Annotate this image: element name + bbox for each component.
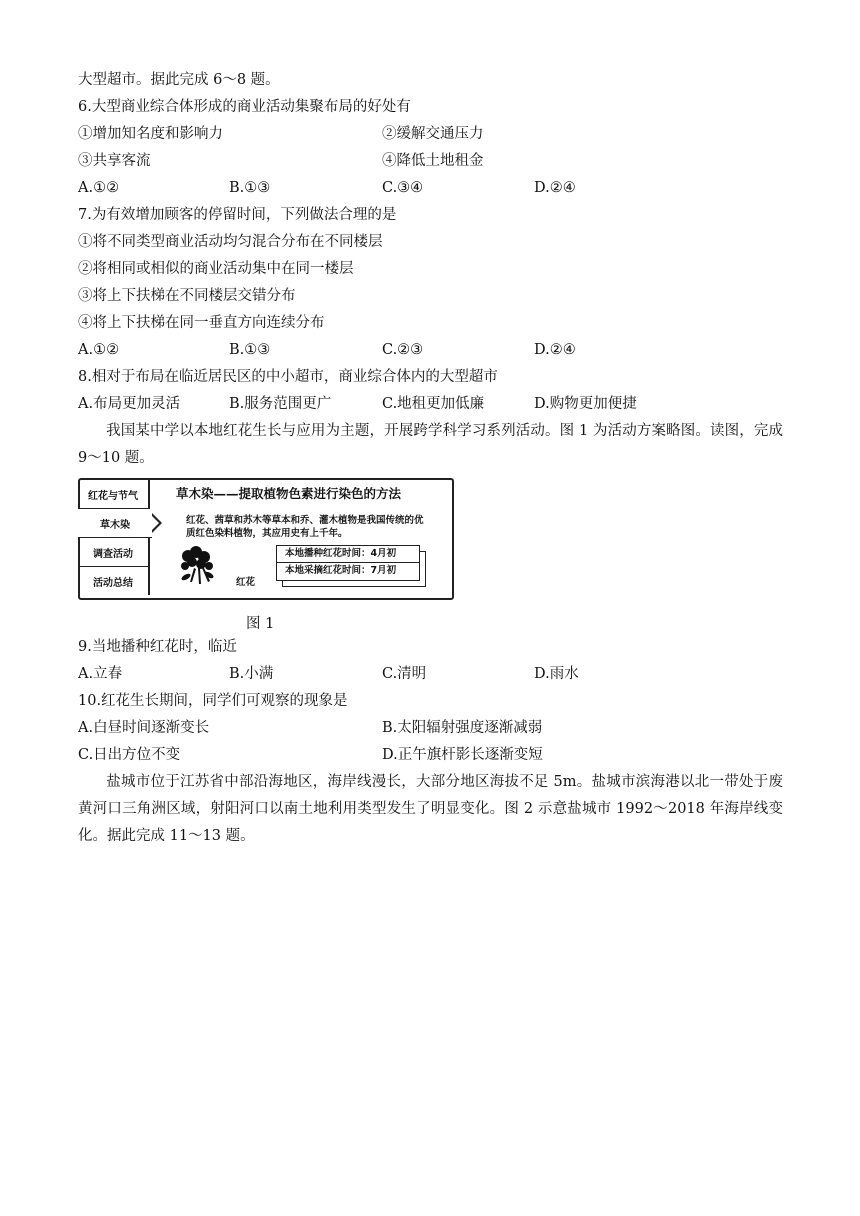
- figure-info-box: [276, 545, 420, 581]
- q6-option-2: ②缓解交通压力: [382, 126, 484, 142]
- intro-continuation: 大型超市。据此完成 6～8 题。: [78, 72, 280, 88]
- figure-tab-2-active: 草木染: [78, 509, 152, 538]
- q7-choice-b: B.①③: [229, 342, 271, 358]
- sowing-time-row: 本地播种红花时间：4月初: [285, 548, 397, 559]
- q7-choice-d: D.②④: [534, 342, 576, 358]
- figure-tab-4: 活动总结: [78, 567, 150, 595]
- q6-choice-b: B.①③: [229, 180, 271, 196]
- figure-1-caption: 图 1: [246, 616, 275, 632]
- q6-option-3: ③共享客流: [78, 153, 151, 169]
- question-6: 6.大型商业综合体形成的商业活动集聚布局的好处有: [78, 99, 411, 115]
- question-10: 10.红花生长期间，同学们可观察的现象是: [78, 693, 348, 709]
- figure-description: 红花、茜草和苏木等草本和乔、灌木植物是我国传统的优质红色染料植物，其应用史有上千年。: [186, 515, 424, 539]
- q9-choice-d: D.雨水: [534, 666, 579, 682]
- figure-tab-3: 调查活动: [78, 538, 150, 567]
- q7-choice-c: C.②③: [382, 342, 424, 358]
- q10-choice-d: D.正午旗杆影长逐渐变短: [382, 747, 543, 763]
- q9-choice-c: C.清明: [382, 666, 427, 682]
- intro-paragraph-figure-1: [78, 418, 783, 472]
- safflower-icon: [176, 544, 220, 586]
- question-9: 9.当地播种红花时，临近: [78, 639, 237, 655]
- q7-option-1: ①将不同类型商业活动均匀混合分布在不同楼层: [78, 234, 383, 250]
- q8-choice-d: D.购物更加便捷: [534, 396, 637, 412]
- figure-title: 草木染——提取植物色素进行染色的方法: [176, 486, 402, 501]
- q6-option-1: ①增加知名度和影响力: [78, 126, 223, 142]
- intro-paragraph-2-text: 盐城市位于江苏省中部沿海地区，海岸线漫长，大部分地区海拔不足 5m。盐城市滨海港以北一带处于废黄河口三角洲区域，射阳河口以南土地利用类型发生了明显变化。图 2 示意盐城市 1992～2018 年海岸线变化。据此完成 11～13 题。: [78, 774, 783, 844]
- q7-choice-a: A.①②: [78, 342, 120, 358]
- q10-choice-c: C.日出方位不变: [78, 747, 181, 763]
- q6-choice-a: A.①②: [78, 180, 120, 196]
- q6-choice-d: D.②④: [534, 180, 576, 196]
- figure-tabs: [78, 478, 150, 596]
- figure-tab-1: 红花与节气: [78, 480, 150, 509]
- q6-choice-c: C.③④: [382, 180, 424, 196]
- q6-option-4: ④降低土地租金: [382, 153, 484, 169]
- q8-choice-b: B.服务范围更广: [229, 396, 332, 412]
- question-8: 8.相对于布局在临近居民区的中小超市，商业综合体内的大型超市: [78, 369, 498, 385]
- figure-1-activity-plan: [78, 478, 452, 598]
- intro-paragraph-figure-2: [78, 769, 783, 850]
- q10-choice-a: A.白昼时间逐渐变长: [78, 720, 210, 736]
- q7-option-3: ③将上下扶梯在不同楼层交错分布: [78, 288, 296, 304]
- q7-option-4: ④将上下扶梯在同一垂直方向连续分布: [78, 315, 325, 331]
- q10-choice-b: B.太阳辐射强度逐渐减弱: [382, 720, 543, 736]
- picking-time-row: 本地采摘红花时间：7月初: [277, 562, 419, 579]
- intro-paragraph-text: 我国某中学以本地红花生长与应用为主题，开展跨学科学习系列活动。图 1 为活动方案略图。读图，完成 9～10 题。: [78, 423, 783, 466]
- safflower-label: 红花: [236, 577, 256, 588]
- q8-choice-a: A.布局更加灵活: [78, 396, 181, 412]
- q8-choice-c: C.地租更加低廉: [382, 396, 485, 412]
- question-7: 7.为有效增加顾客的停留时间，下列做法合理的是: [78, 207, 397, 223]
- q9-choice-a: A.立春: [78, 666, 123, 682]
- q7-option-2: ②将相同或相似的商业活动集中在同一楼层: [78, 261, 354, 277]
- q9-choice-b: B.小满: [229, 666, 274, 682]
